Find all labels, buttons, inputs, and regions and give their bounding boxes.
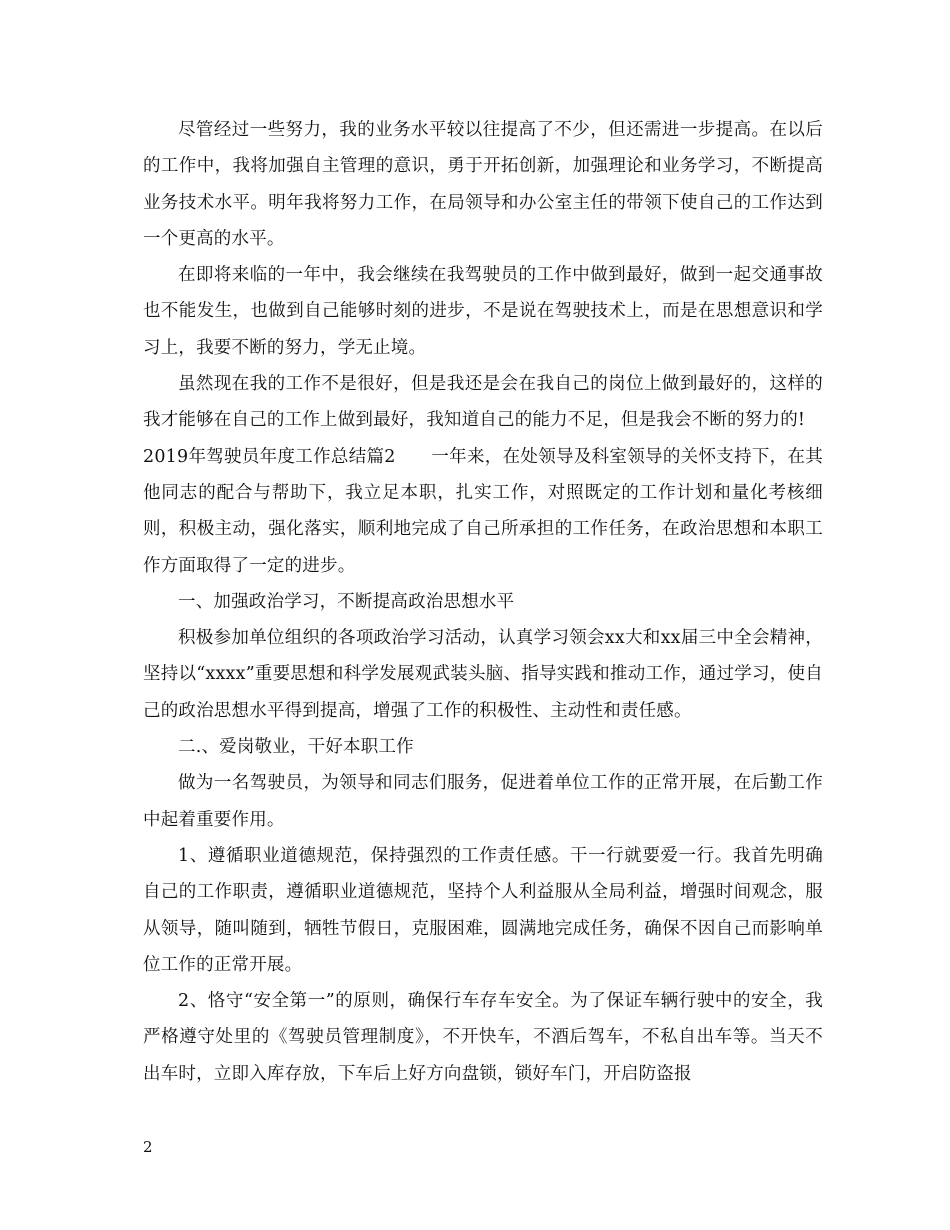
paragraph-item-2: 2、恪守“安全第一”的原则，确保行车存车安全。为了保证车辆行驶中的安全，我严格遵守处里的《驾驶员管理制度》，不开快车，不酒后驾车，不私自出车等。当天不出车时，立即入库存放，下车后上好方向盘锁，锁好车门，开启防盗报 bbox=[143, 991, 823, 1084]
paragraph-political-study: 积极参加单位组织的各项政治学习活动，认真学习领会xx大和xx届三中全会精神，坚持以“xxxx”重要思想和科学发展观武装头脑、指导实践和推动工作，通过学习，使自己的政治思想水平得到提高，增强了工作的积极性、主动性和责任感。 bbox=[143, 628, 823, 721]
heading-2-dedication: 二.、爱岗敬业，干好本职工作 bbox=[178, 737, 414, 758]
paragraph-item-1: 1、遵循职业道德规范，保持强烈的工作责任感。干一行就要爱一行。我首先明确自己的工作职责，遵循职业道德规范，坚持个人利益服从全局利益，增强时间观念，服从领导，随叫随到，牺牲节假日，克服困难，圆满地完成任务，确保不因自己而影响单位工作的正常开展。 bbox=[143, 845, 823, 975]
paragraph-section-title-2: 2019年驾驶员年度工作总结篇2 一年来，在处领导及科室领导的关怀支持下，在其他同志的配合与帮助下，我立足本职，扎实工作，对照既定的工作计划和量化考核细则，积极主动，强化落实，顺利地完成了自己所承担的工作任务，在政治思想和本职工作方面取得了一定的进步。 bbox=[143, 446, 823, 576]
paragraph-3: 虽然现在我的工作不是很好，但是我还是会在我自己的岗位上做到最好的，这样的我才能够在自己的工作上做到最好，我知道自己的能力不足，但是我会不断的努力的! bbox=[143, 374, 823, 431]
heading-1-political-study: 一、加强政治学习，不断提高政治思想水平 bbox=[178, 591, 515, 612]
paragraph-driver-role: 做为一名驾驶员，为领导和同志们服务，促进着单位工作的正常开展，在后勤工作中起着重要作用。 bbox=[143, 773, 823, 830]
paragraph-2: 在即将来临的一年中，我会继续在我驾驶员的工作中做到最好，做到一起交通事故也不能发生，也做到自己能够时刻的进步，不是说在驾驶技术上，而是在思想意识和学习上，我要不断的努力，学无止境。 bbox=[143, 265, 823, 358]
paragraph-1: 尽管经过一些努力，我的业务水平较以往提高了不少，但还需进一步提高。在以后的工作中，我将加强自主管理的意识，勇于开拓创新，加强理论和业务学习，不断提高业务技术水平。明年我将努力工作，在局领导和办公室主任的带领下使自己的工作达到一个更高的水平。 bbox=[143, 120, 823, 249]
document-body bbox=[143, 112, 823, 1092]
page-number: 2 bbox=[143, 1138, 153, 1156]
